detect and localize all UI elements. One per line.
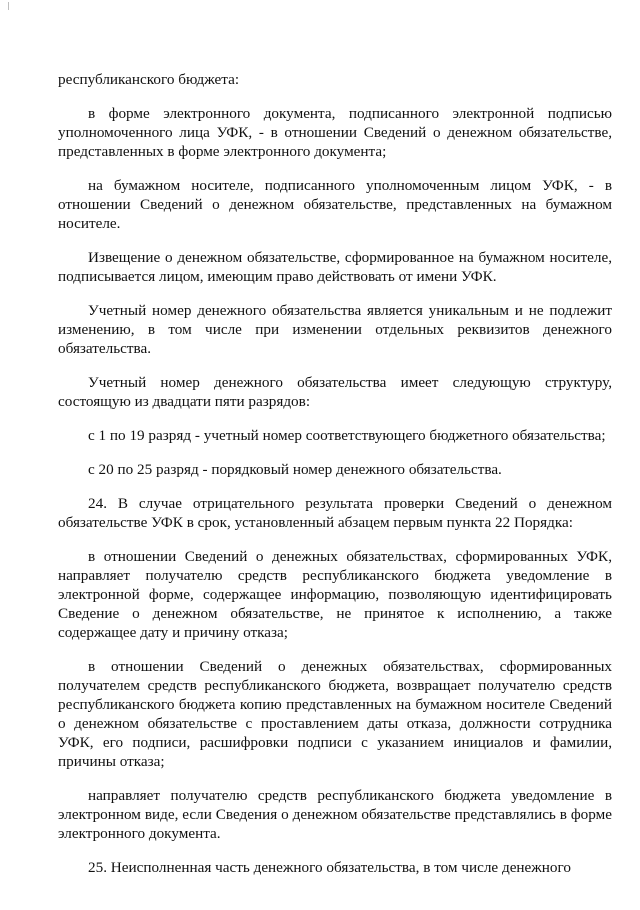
paragraph-unique-number: Учетный номер денежного обязательства является уникальным и не подлежит изменению, в том числе при изменении отдельных реквизитов денежного обязательства. (58, 302, 612, 357)
scan-corner-mark (8, 2, 9, 10)
paragraph-digits-20-25: с 20 по 25 разряд - порядковый номер денежного обязательства. (88, 461, 502, 478)
paragraph-item-24: 24. В случае отрицательного результата проверки Сведений о денежном обязательстве УФК в срок, установленный абзацем первым пункта 22 Порядка: (58, 495, 612, 531)
paragraph-number-structure: Учетный номер денежного обязательства имеет следующую структуру, состоящую из двадцати пяти разрядов: (58, 374, 612, 410)
paragraph-electronic-form: в форме электронного документа, подписанного электронной подписью уполномоченного лица УФК, - в отношении Сведений о денежном обязательстве, представленных в форме электронного документа; (58, 105, 612, 160)
paragraph-item-25: 25. Неисполненная часть денежного обязательства, в том числе денежного (88, 859, 571, 876)
document-page (58, 70, 612, 892)
paragraph-recipient-formed: в отношении Сведений о денежных обязательствах, сформированных получателем средств республиканского бюджета, возвращает получателю средств республиканского бюджета копию представленных на бумажном носителе Сведений о денежном обязательстве с проставлением даты отказа, должности сотрудника УФК, его подписи, расшифровки подписи с указанием инициалов и фамилии, причины отказа; (58, 658, 612, 770)
paragraph-paper-form: на бумажном носителе, подписанного уполномоченным лицом УФК, - в отношении Сведений о денежном обязательстве, представленных на бумажном носителе. (58, 177, 612, 232)
paragraph-digits-1-19: с 1 по 19 разряд - учетный номер соответствующего бюджетного обязательства; (88, 427, 606, 444)
paragraph-ufk-formed: в отношении Сведений о денежных обязательствах, сформированных УФК, направляет получателю средств республиканского бюджета уведомление в электронной форме, содержащее информацию, позволяющую идентифицировать Сведение о денежном обязательстве, не принятое к исполнению, а также содержащее дату и причину отказа; (58, 548, 612, 641)
paragraph-electronic-notice: направляет получателю средств республиканского бюджета уведомление в электронном виде, если Сведения о денежном обязательстве представлялись в форме электронного документа. (58, 787, 612, 842)
paragraph-notice-signature: Извещение о денежном обязательстве, сформированное на бумажном носителе, подписывается лицом, имеющим право действовать от имени УФК. (58, 249, 612, 285)
paragraph-continuation: республиканского бюджета: (58, 71, 240, 88)
